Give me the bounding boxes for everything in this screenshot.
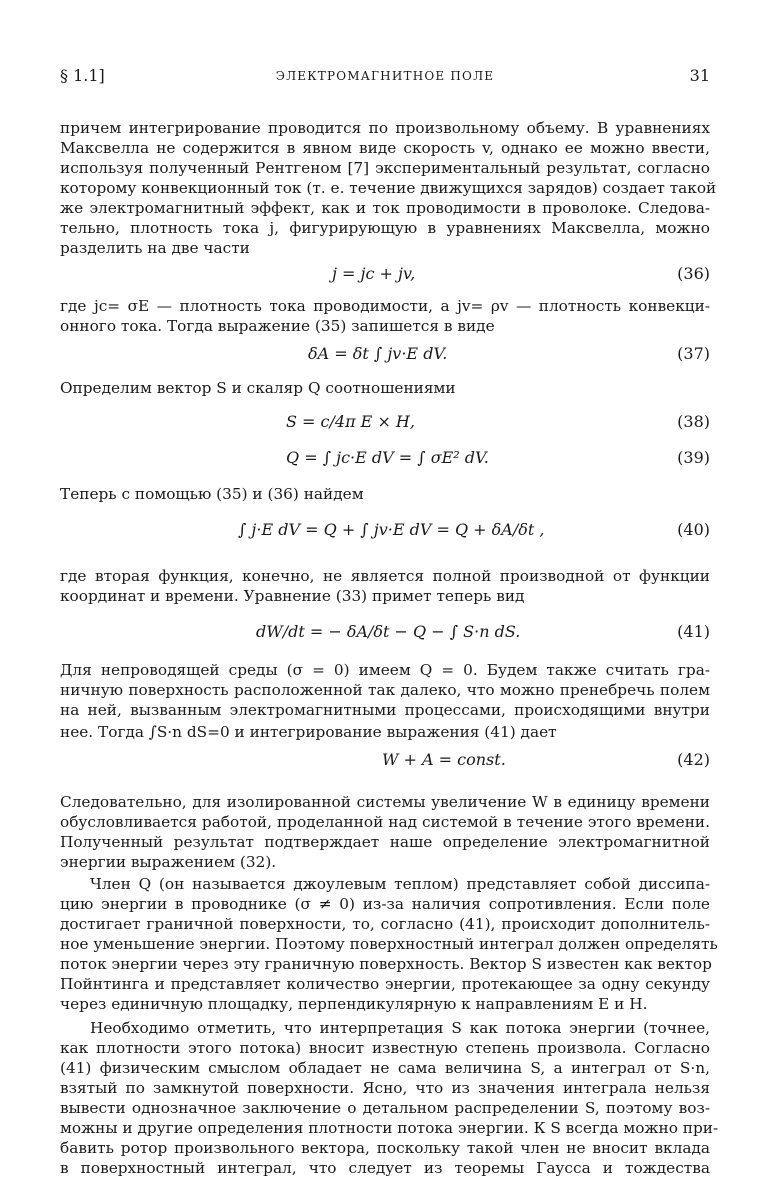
equation-38 bbox=[60, 412, 710, 446]
text-line: бавить ротор произвольного вектора, поскольку такой член не вносит вклада bbox=[60, 1139, 710, 1157]
text-line: на ней, вызванным электромагнитными процессами, происходящими внутри bbox=[60, 701, 710, 719]
equation-number: (40) bbox=[677, 520, 710, 539]
equation-formula: δA = δt ∫ jv·E dV. bbox=[308, 344, 448, 363]
text-line: энергии выражением (32). bbox=[60, 853, 277, 871]
equation-formula: Q = ∫ jc·E dV = ∫ σE² dV. bbox=[286, 448, 489, 467]
text-line: Для непроводящей среды (σ = 0) имеем Q = 0. Будем также считать гра- bbox=[60, 661, 710, 679]
equation-number: (38) bbox=[677, 412, 710, 431]
text-line: ничную поверхность расположенной так далеко, что можно пренебречь полем bbox=[60, 681, 710, 699]
equation-number: (36) bbox=[677, 264, 710, 283]
text-line: нее. Тогда ∫S·n dS=0 и интегрирование выражения (41) дает bbox=[60, 723, 557, 741]
text-line: где jc= σE — плотность тока проводимости, а jv= ρv — плотность конвекци- bbox=[60, 297, 710, 315]
page-number: 31 bbox=[689, 66, 710, 85]
text-line: онного тока. Тогда выражение (35) запишется в виде bbox=[60, 317, 495, 335]
equation-formula: j = jc + jv, bbox=[332, 264, 416, 283]
text-line: можны и другие определения плотности потока энергии. К S всегда можно при- bbox=[60, 1119, 719, 1137]
text-line: тельно, плотность тока j, фигурирующую в уравнениях Максвелла, можно bbox=[60, 219, 710, 237]
equation-42 bbox=[60, 750, 710, 784]
text-line: через единичную площадку, перпендикулярную к направлениям E и H. bbox=[60, 995, 648, 1013]
text-line: вывести однозначное заключение о детальном распределении S, поэтому воз- bbox=[60, 1099, 710, 1117]
text-line: как плотности этого потока) вносит известную степень произвола. Согласно bbox=[60, 1039, 710, 1057]
equation-37 bbox=[60, 344, 710, 378]
equation-36 bbox=[60, 264, 710, 298]
equation-number: (39) bbox=[677, 448, 710, 467]
text-line: Член Q (он называется джоулевым теплом) представляет собой диссипа- bbox=[90, 875, 710, 893]
text-line: ное уменьшение энергии. Поэтому поверхностный интеграл должен определять bbox=[60, 935, 718, 953]
text-line: поток энергии через эту граничную поверхность. Вектор S известен как вектор bbox=[60, 955, 712, 973]
equation-number: (41) bbox=[677, 622, 710, 641]
equation-40 bbox=[60, 520, 710, 554]
text-line: координат и времени. Уравнение (33) примет теперь вид bbox=[60, 587, 525, 605]
text-line: взятый по замкнутой поверхности. Ясно, что из значения интеграла нельзя bbox=[60, 1079, 710, 1097]
text-line: причем интегрирование проводится по произвольному объему. В уравнениях bbox=[60, 119, 710, 137]
equation-formula: ∫ j·E dV = Q + ∫ jv·E dV = Q + δA/δt , bbox=[238, 520, 545, 539]
text-line: Пойнтинга и представляет количество энергии, протекающее за одну секунду bbox=[60, 975, 710, 993]
equation-number: (42) bbox=[677, 750, 710, 769]
text-line: (41) физическим смыслом обладает не сама величина S, а интеграл от S·n, bbox=[60, 1059, 710, 1077]
equation-41 bbox=[60, 622, 710, 656]
text-line: Максвелла не содержится в явном виде скорость v, однако ее можно ввести, bbox=[60, 139, 710, 157]
section-number: § 1.1] bbox=[60, 66, 105, 85]
equation-formula: W + A = const. bbox=[382, 750, 506, 769]
running-title: ЭЛЕКТРОМАГНИТНОЕ ПОЛЕ bbox=[275, 69, 495, 83]
equation-formula: dW/dt = − δA/δt − Q − ∫ S·n dS. bbox=[256, 622, 521, 641]
text-line: Определим вектор S и скаляр Q соотношениями bbox=[60, 379, 456, 397]
text-line: обусловливается работой, проделанной над системой в течение этого времени. bbox=[60, 813, 710, 831]
text-line: достигает граничной поверхности, то, согласно (41), происходит дополнитель- bbox=[60, 915, 710, 933]
equation-number: (37) bbox=[677, 344, 710, 363]
text-line: Теперь с помощью (35) и (36) найдем bbox=[60, 485, 364, 503]
text-line: Следовательно, для изолированной системы увеличение W в единицу времени bbox=[60, 793, 710, 811]
text-line: которому конвекционный ток (т. е. течение движущихся зарядов) создает такой bbox=[60, 179, 717, 197]
equation-formula: S = c/4π E × H, bbox=[286, 412, 415, 431]
text-line: используя полученный Рентгеном [7] экспериментальный результат, согласно bbox=[60, 159, 710, 177]
text-line: разделить на две части bbox=[60, 239, 250, 257]
equation-39 bbox=[60, 448, 710, 482]
page-header bbox=[60, 66, 710, 88]
text-line: же электромагнитный эффект, как и ток проводимости в проволоке. Следова- bbox=[60, 199, 710, 217]
text-line: где вторая функция, конечно, не является полной производной от функции bbox=[60, 567, 710, 585]
text-line: Полученный результат подтверждает наше определение электромагнитной bbox=[60, 833, 710, 851]
text-line: цию энергии в проводнике (σ ≠ 0) из-за наличия сопротивления. Если поле bbox=[60, 895, 710, 913]
text-line: в поверхностный интеграл, что следует из теоремы Гаусса и тождества bbox=[60, 1159, 710, 1177]
text-line: Необходимо отметить, что интерпретация S как потока энергии (точнее, bbox=[90, 1019, 710, 1037]
